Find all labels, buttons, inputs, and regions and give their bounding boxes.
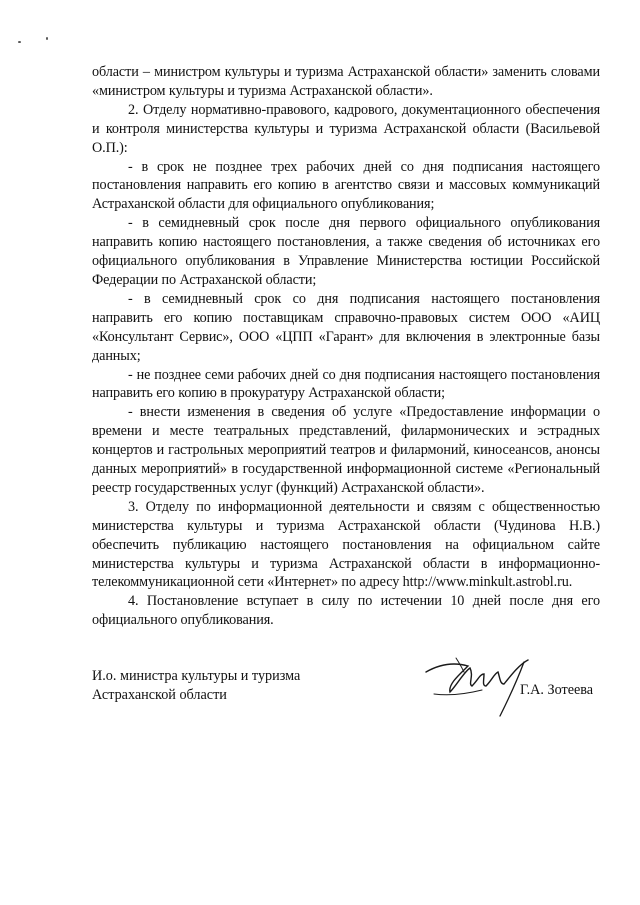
paragraph-item-4: 4. Постановление вступает в силу по истечении 10 дней после дня его официального опубликования.: [92, 593, 600, 629]
scan-speck: [18, 41, 21, 43]
paragraph-subitem: - не позднее семи рабочих дней со дня подписания настоящего постановления направить его копию в прокуратуру Астраханской области;: [92, 366, 600, 402]
paragraph-subitem: - внести изменения в сведения об услуге «Предоставление информации о времени и месте театральных представлений, филармонических и эстрадных концертов и гастрольных мероприятий театров и филармоний, киносеансов, анонсы данных мероприятий» в государственной информационной системе «Региональный реестр государственных услуг (функций) Астраханской области».: [92, 404, 600, 496]
paragraph-continuation: области – министром культуры и туризма Астраханской области» заменить словами «министром культуры и туризма Астраханской области».: [92, 64, 600, 99]
paragraph-subitem: - в семидневный срок после дня первого официального опубликования направить копию настоящего постановления, а также сведения об источниках его официального опубликования в Управление Министерства юстиции Российской Федерации по Астраханской области;: [92, 215, 600, 288]
signer-name: Г.А. Зотеева: [520, 682, 594, 698]
paragraph-item-2: 2. Отделу нормативно-правового, кадрового, документационного обеспечения и контроля министерства культуры и туризма Астраханской области (Васильевой О.П.):: [92, 101, 600, 156]
paragraph-subitem: - в семидневный срок со дня подписания настоящего постановления направить его копию поставщикам справочно-правовых систем ООО «АИЦ «Консультант Сервис», ООО «ЦПП «Гарант» для включения в электронные базы данных;: [92, 290, 600, 364]
document-body: [92, 63, 600, 630]
scan-speck: [46, 37, 48, 40]
paragraph-subitem: - в срок не позднее трех рабочих дней со дня подписания настоящего постановления направить его копию в агентство связи и массовых коммуникаций Астраханской области для официального опубликования;: [92, 158, 600, 213]
signer-position-line2: Астраханской области: [92, 687, 227, 703]
paragraph-item-3: 3. Отделу по информационной деятельности и связям с общественностью министерства культуры и туризма Астраханской области (Чудинова Н.В.) обеспечить публикацию настоящего постановления на официальном сайте министерства культуры и туризма Астраханской области в информационно-телекоммуникационной сети «Интернет» по адресу http://www.minkult.astrobl.ru.: [92, 498, 600, 591]
signer-position-line1: И.о. министра культуры и туризма: [92, 668, 301, 684]
signer-position: [92, 667, 300, 705]
